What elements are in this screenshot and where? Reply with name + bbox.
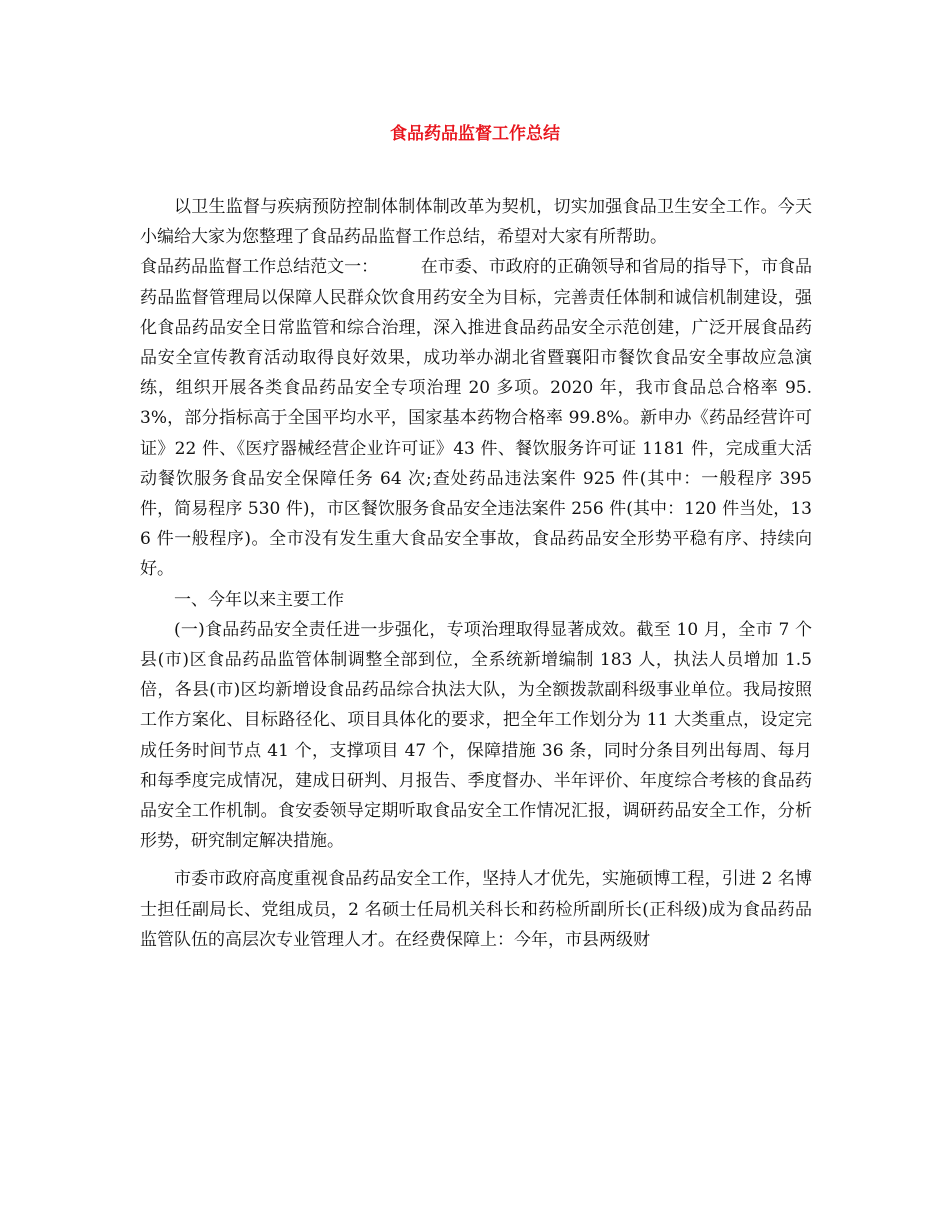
document-title: 食品药品监督工作总结 bbox=[390, 124, 560, 144]
paragraph-1-text: 在市委、市政府的正确领导和省局的指导下，市食品药品监督管理局以保障人民群众饮食用药安全为目标，完善责任体制和诚信机制建设，强化食品药品安全日常监管和综合治理，深入推进食品药品安全示范创建，广泛开展食品药品安全宣传教育活动取得良好效果，成功举办湖北省暨襄阳市餐饮食品安全事故应急演练，组织开展各类食品药品安全专项治理 20 多项。2020 年，我市食品总合格率 95.3%，部分指标高于全国平均水平，国家基本药物合格率 99.8%。新申办《药品经营许可证》22 件、《医疗器械经营企业许可证》43 件、餐饮服务许可证 1181 件，完成重大活动餐饮服务食品安全保障任务 64 次;查处药品违法案件 925 件(其中：一般程序 395 件，简易程序 530 件)，市区餐饮服务食品安全违法案件 256 件(其中：120 件当处，136 件一般程序)。全市没有发生重大食品安全事故，食品药品安全形势平稳有序、持续向好。 bbox=[140, 257, 813, 580]
intro-paragraph: 以卫生监督与疾病预防控制体制体制改革为契机，切实加强食品卫生安全工作。今天小编给大家为您整理了食品药品监督工作总结，希望对大家有所帮助。 bbox=[140, 197, 812, 248]
section-heading: 一、今年以来主要工作 bbox=[174, 589, 344, 610]
document-body bbox=[140, 192, 812, 955]
paragraph-2: (一)食品药品安全责任进一步强化，专项治理取得显著成效。截至 10 月，全市 7 个县(市)区食品药品监管体制调整全部到位，全系统新增编制 183 人，执法人员增加 1.5 倍，各县(市)区均新增设食品药品综合执法大队，为全额拨款副科级事业单位。我局按照工作方案化、目标路径化、项目具体化的要求，把全年工作划分为 11 大类重点，设定完成任务时间节点 41 个，支撑项目 47 个，保障措施 36 条，同时分条目列出每周、每月和每季度完成情况，建成日研判、月报告、季度督办、半年评价、年度综合考核的食品药品安全工作机制。食安委领导定期听取食品安全工作情况汇报，调研药品安全工作，分析形势，研究制定解决措施。 bbox=[140, 619, 812, 852]
sample-label: 食品药品监督工作总结范文一： bbox=[140, 257, 379, 278]
paragraph-3: 市委市政府高度重视食品药品安全工作，坚持人才优先，实施硕博工程，引进 2 名博士担任副局长、党组成员，2 名硕士任局机关科长和药检所副所长(正科级)成为食品药品监管队伍的高层次专业管理人才。在经费保障上：今年，市县两级财 bbox=[140, 869, 812, 950]
sample-paragraph bbox=[140, 252, 812, 584]
